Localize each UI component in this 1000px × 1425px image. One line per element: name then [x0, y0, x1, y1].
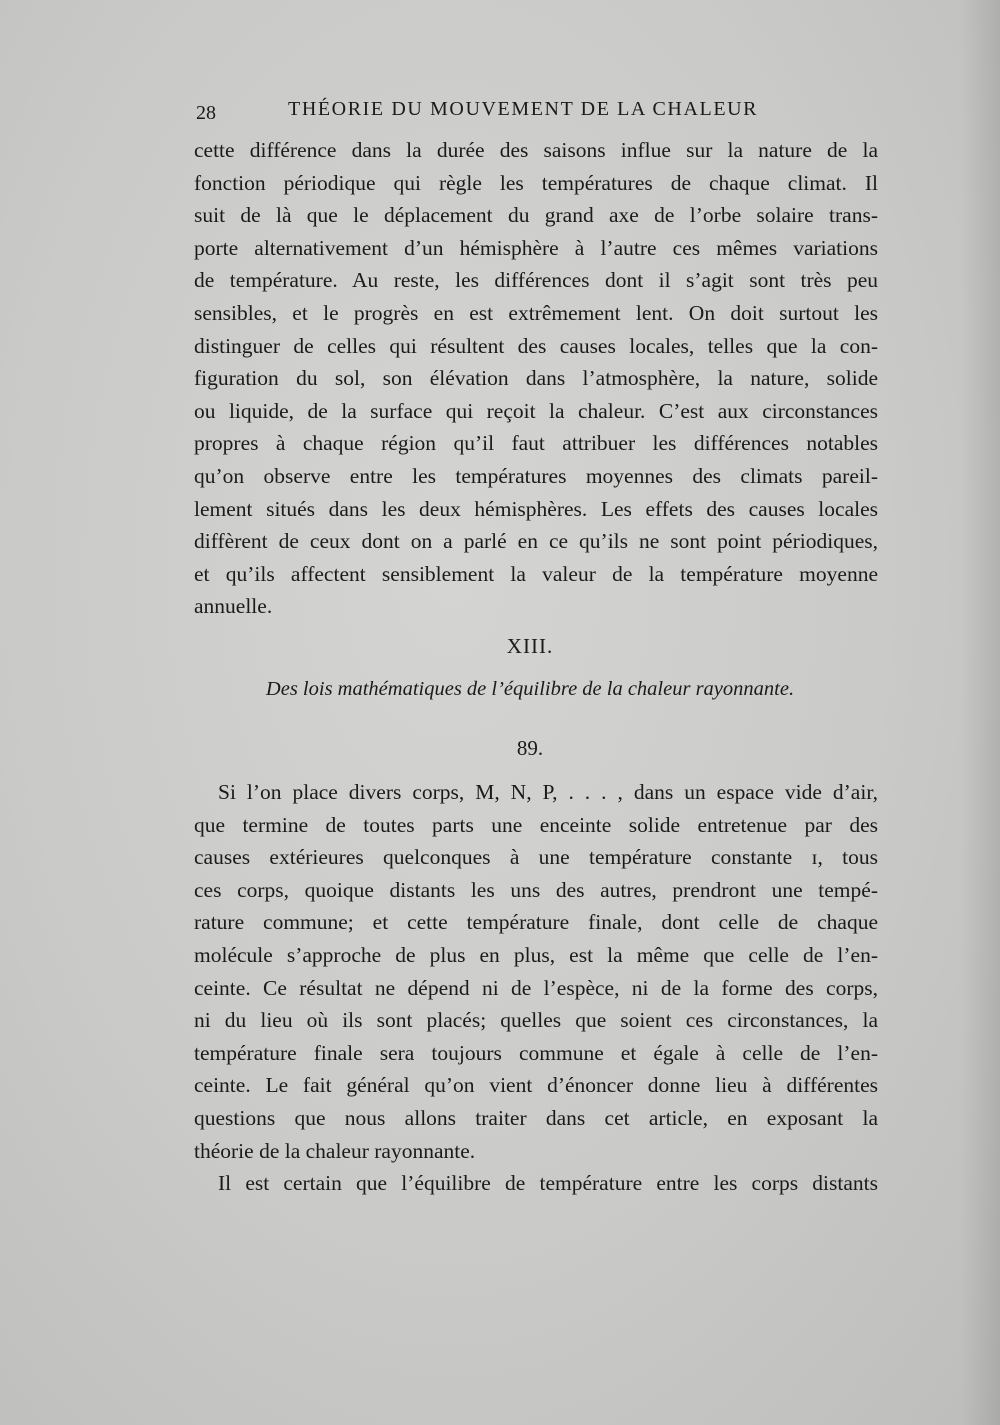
text-line: lement situés dans les deux hémisphères. Les effets des causes locales — [194, 496, 878, 521]
text-line: molécule s’approche de plus en plus, est la même que celle de l’en- — [194, 942, 878, 967]
text-line: de température. Au reste, les différences dont il s’agit sont très peu — [194, 268, 878, 293]
text-line: théorie de la chaleur rayonnante. — [194, 1138, 476, 1163]
text-line: ou liquide, de la surface qui reçoit la chaleur. C’est aux circonstances — [194, 398, 878, 423]
text-line: porte alternativement d’un hémisphère à l’autre ces mêmes variations — [194, 235, 878, 260]
text-line: Si l’on place divers corps, M, N, P, . . . , dans un espace vide d’air, — [218, 780, 878, 804]
text-line: Il est certain que l’équilibre de température entre les corps distants — [218, 1171, 878, 1196]
text-line: ceinte. Le fait général qu’on vient d’énoncer donne lieu à différentes — [194, 1073, 878, 1098]
article-body — [194, 776, 878, 1200]
paragraph-continued — [194, 134, 878, 623]
text-line: sensibles, et le progrès en est extrêmement lent. On doit surtout les — [194, 300, 878, 325]
text-line: figuration du sol, son élévation dans l’atmosphère, la nature, solide — [194, 366, 878, 391]
text-line: que termine de toutes parts une enceinte solide entretenue par des — [194, 812, 878, 837]
text-line: causes extérieures quelconques à une température constante ɪ, tous — [194, 845, 878, 870]
page-header — [196, 98, 816, 128]
text-line: ceinte. Ce résultat ne dépend ni de l’espèce, ni de la forme des corps, — [194, 975, 878, 1000]
text-line: cette différence dans la durée des saisons influe sur la nature de la — [194, 138, 878, 162]
text-line: température finale sera toujours commune et égale à celle de l’en- — [194, 1040, 878, 1065]
text-line: ces corps, quoique distants les uns des autres, prendront une tempé- — [194, 877, 878, 902]
text-line: propres à chaque région qu’il faut attribuer les différences notables — [194, 431, 878, 456]
text-line: annuelle. — [194, 594, 273, 619]
text-line: et qu’ils affectent sensiblement la valeur de la température moyenne — [194, 561, 878, 586]
page-number: 28 — [196, 102, 216, 124]
article-number: 89. — [516, 736, 544, 760]
text-line: suit de là que le déplacement du grand axe de l’orbe solaire trans- — [194, 203, 878, 228]
section-title: Des lois mathématiques de l’équilibre de la chaleur rayonnante. — [265, 678, 795, 700]
running-title: THÉORIE DU MOUVEMENT DE LA CHALEUR — [288, 98, 759, 120]
text-line: questions que nous allons traiter dans cet article, en exposant la — [194, 1105, 878, 1130]
text-line: fonction périodique qui règle les températures de chaque climat. Il — [194, 170, 878, 195]
section-number: XIII. — [506, 634, 554, 658]
text-line: ni du lieu où ils sont placés; quelles que soient ces circonstances, la — [194, 1008, 878, 1033]
text-line: distinguer de celles qui résultent des causes locales, telles que la con- — [194, 333, 878, 358]
text-line: qu’on observe entre les températures moyennes des climats pareil- — [194, 463, 878, 488]
text-line: rature commune; et cette température finale, dont celle de chaque — [194, 910, 878, 935]
text-line: diffèrent de ceux dont on a parlé en ce qu’ils ne sont point périodiques, — [194, 529, 878, 554]
